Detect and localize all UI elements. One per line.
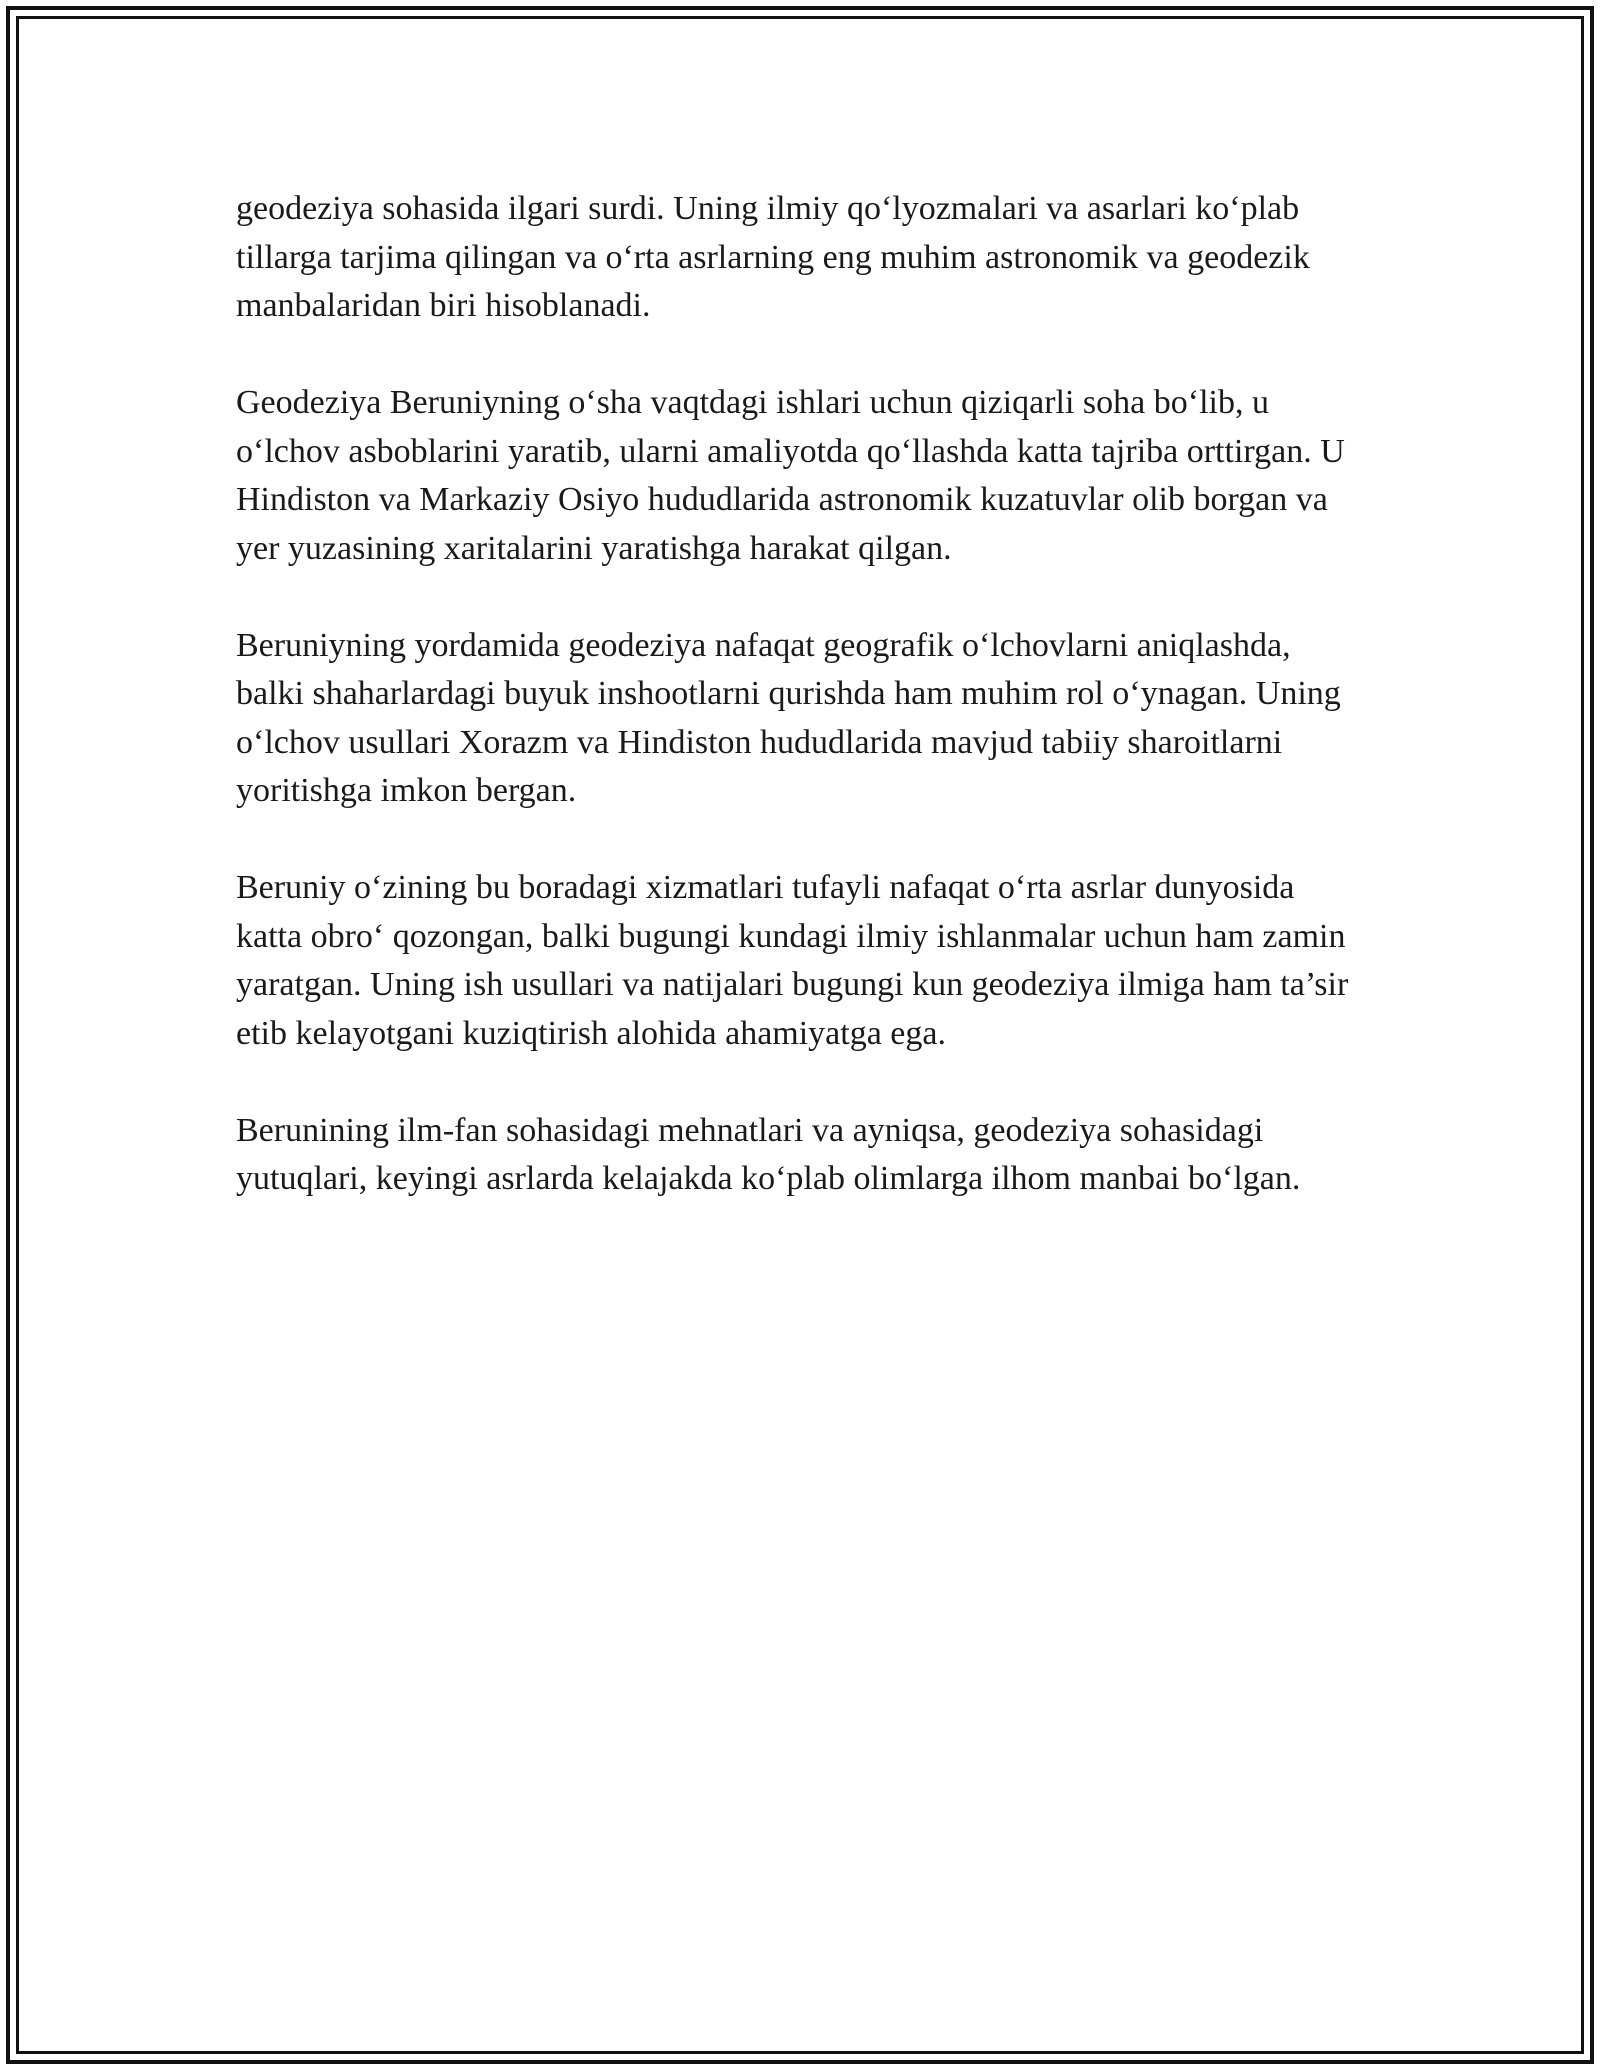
page-body bbox=[236, 185, 1366, 1252]
paragraph-5: Berunining ilm-fan sohasidagi mehnatlari va ayniqsa, geodeziya sohasidagi yutuqlari, keyingi asrlarda kelajakda ko‘plab olimlarga ilhom manbai bo‘lgan. bbox=[236, 1111, 1301, 1197]
paragraph-2: Geodeziya Beruniyning o‘sha vaqtdagi ishlari uchun qiziqarli soha bo‘lib, u o‘lchov asboblarini yaratib, ularni amaliyotda qo‘llashda katta tajriba orttirgan. U Hindiston va Markaziy Osiyo hududlarida astronomik kuzatuvlar olib borgan va yer yuzasining xaritalarini yaratishga harakat qilgan. bbox=[236, 384, 1345, 567]
paragraph-3: Beruniyning yordamida geodeziya nafaqat geografik o‘lchovlarni aniqlashda, balki shaharlardagi buyuk inshootlarni qurishda ham muhim rol o‘ynagan. Uning o‘lchov usullari Xorazm va Hindiston hududlarida mavjud tabiiy sharoitlarni yoritishga imkon bergan. bbox=[236, 626, 1341, 809]
paragraph-4: Beruniy o‘zining bu boradagi xizmatlari tufayli nafaqat o‘rta asrlar dunyosida katta obro‘ qozongan, balki bugungi kundagi ilmiy ishlanmalar uchun ham zamin yaratgan. Uning ish usullari va natijalari bugungi kun geodeziya ilmiga ham ta’sir etib kelayotgani kuziqtirish alohida ahamiyatga ega. bbox=[236, 869, 1349, 1052]
paragraph-1: geodeziya sohasida ilgari surdi. Uning ilmiy qo‘lyozmalari va asarlari ko‘plab tillarga tarjima qilingan va o‘rta asrlarning eng muhim astronomik va geodezik manbalaridan biri hisoblanadi. bbox=[236, 190, 1310, 324]
